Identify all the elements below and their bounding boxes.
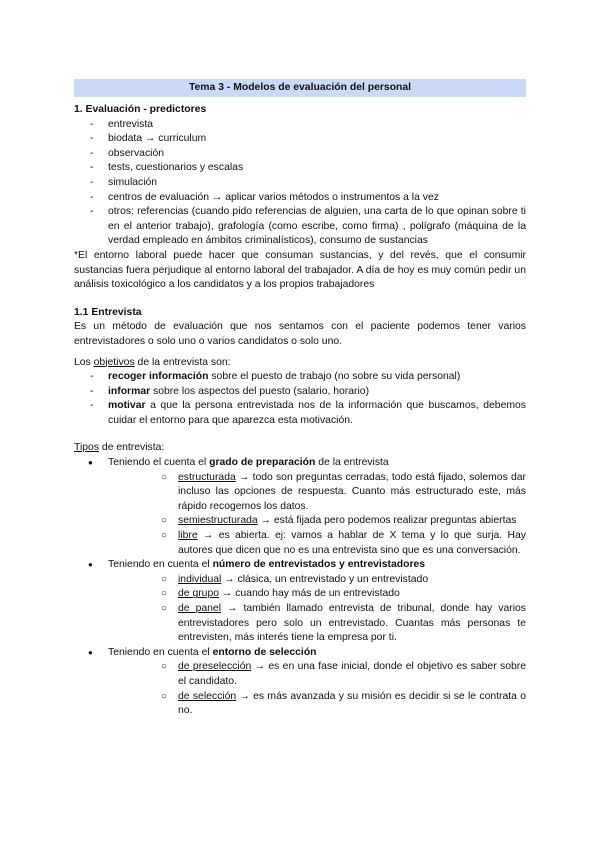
type-text: → clásica, un entrevistado y un entrevistado xyxy=(221,573,429,585)
type-text: → cuando hay más de un entrevistado xyxy=(219,588,400,600)
group-pre: Teniendo en cuenta el xyxy=(108,559,213,571)
tipos-group xyxy=(74,646,526,719)
group-bold: entorno de selección xyxy=(212,646,317,658)
list-item xyxy=(108,573,526,588)
list-item: - entrevista xyxy=(74,118,526,133)
tipos-list xyxy=(74,456,526,719)
list-item: - tests, cuestionarios y escalas xyxy=(74,161,526,176)
objectives-post: de la entrevista son: xyxy=(134,356,231,368)
type-name: de panel xyxy=(178,603,222,614)
sub-list xyxy=(108,471,526,559)
type-name: de preselección xyxy=(178,661,252,673)
list-item xyxy=(108,471,526,515)
objectives-intro xyxy=(74,356,526,371)
type-name: estructurada xyxy=(178,471,236,483)
list-item xyxy=(108,514,526,529)
tipos-word: Tipos xyxy=(74,442,100,454)
type-text: → es en una fase inicial, donde el objetivo es saber sobre el candidato. xyxy=(178,661,526,687)
type-text: → es abierta. ej: vamos a hablar de X tema y lo que surja. Hay autores que dicen que no es una entrevista sino que es una conversación. xyxy=(178,530,526,556)
list-item xyxy=(108,529,526,558)
group-bold: número de entrevistados y entrevistadores xyxy=(212,559,426,571)
list-item xyxy=(74,399,526,428)
type-name: de grupo xyxy=(178,588,220,600)
document-body xyxy=(74,103,526,719)
type-text: → está fijada pero podemos realizar preguntas abiertas xyxy=(257,515,517,527)
type-name: semiestructurada xyxy=(178,515,258,527)
group-bold: grado de preparación xyxy=(209,457,316,469)
objective-text: sobre los aspectos del puesto (salario, horario) xyxy=(150,385,370,397)
objectives-pre: Los xyxy=(74,356,94,368)
list-item xyxy=(74,370,526,385)
objectives-word: objetivos xyxy=(93,356,135,368)
section-1-heading: 1. Evaluación - predictores xyxy=(74,104,207,115)
tipos-group xyxy=(74,456,526,558)
note-paragraph: *El entorno laboral puede hacer que consuman sustancias, y del revés, que el consumir sustancias fuera perjudique al entorno laboral del trabajador. A día de hoy es muy común pedir un análisis toxicológico a los candidatos y a los propios trabajadores xyxy=(74,249,526,291)
list-item: - otros: referencias (cuando pido referencias de alguien, una carta de lo que opinan sobre ti en el anterior trabajo), grafología (como escribe, como firma) , polígrafo (máquina de la verdad empleado en ámbitos criminalísticos), consumo de sustancias xyxy=(74,205,526,249)
list-item xyxy=(108,660,526,689)
list-item: - biodata → curriculum xyxy=(74,132,526,147)
objective-bold: informar xyxy=(108,385,151,397)
type-name: libre xyxy=(178,530,198,542)
tipos-group xyxy=(74,558,526,646)
group-pre: Teniendo en cuenta el xyxy=(108,646,213,658)
list-item xyxy=(108,602,526,646)
predictors-list xyxy=(74,118,526,249)
objective-text: sobre el puesto de trabajo (no sobre su vida personal) xyxy=(208,371,461,383)
objective-bold: recoger información xyxy=(108,371,209,383)
section-1-1-heading: 1.1 Entrevista xyxy=(74,306,142,318)
type-text: → también llamado entrevista de tribunal, donde hay varios entrevistadores pero solo un entrevistado. Cuantas más personas te entrevisten, más interés tiene la empresa por ti. xyxy=(178,603,526,644)
objective-text: a que la persona entrevistada nos de la información que buscamos, debemos cuidar el entorno para que aparezca esta motivación. xyxy=(108,400,526,426)
list-item: - observación xyxy=(74,147,526,162)
type-text: → todo son preguntas cerradas, todo está fijado, solemos dar incluso las opciones de respuesta. Cuanto más estructurado este, más rápido recogemos los datos. xyxy=(178,471,526,512)
type-name: individual xyxy=(178,573,222,585)
objectives-list xyxy=(74,370,526,428)
group-post: de la entrevista xyxy=(315,457,389,469)
list-item xyxy=(108,690,526,719)
list-item xyxy=(74,385,526,400)
group-pre: Teniendo el cuenta el xyxy=(108,457,210,469)
type-name: de selección xyxy=(178,690,237,702)
tipos-intro xyxy=(74,441,526,456)
tipos-post: de entrevista: xyxy=(99,442,165,454)
document-title: Tema 3 - Modelos de evaluación del personal xyxy=(74,79,526,97)
sub-list xyxy=(108,660,526,718)
type-text: → es más avanzada y su misión es decidir si se le contrata o no. xyxy=(178,690,526,717)
objective-bold: motivar xyxy=(108,400,146,412)
intro-paragraph: Es un método de evaluación que nos sentamos con el paciente podemos tener varios entrevistadores o solo uno o varios candidatos o solo uno. xyxy=(74,321,526,347)
list-item: - simulación xyxy=(74,176,526,191)
list-item: - centros de evaluación → aplicar varios métodos o instrumentos a la vez xyxy=(74,191,526,206)
sub-list xyxy=(108,573,526,646)
list-item xyxy=(108,587,526,602)
